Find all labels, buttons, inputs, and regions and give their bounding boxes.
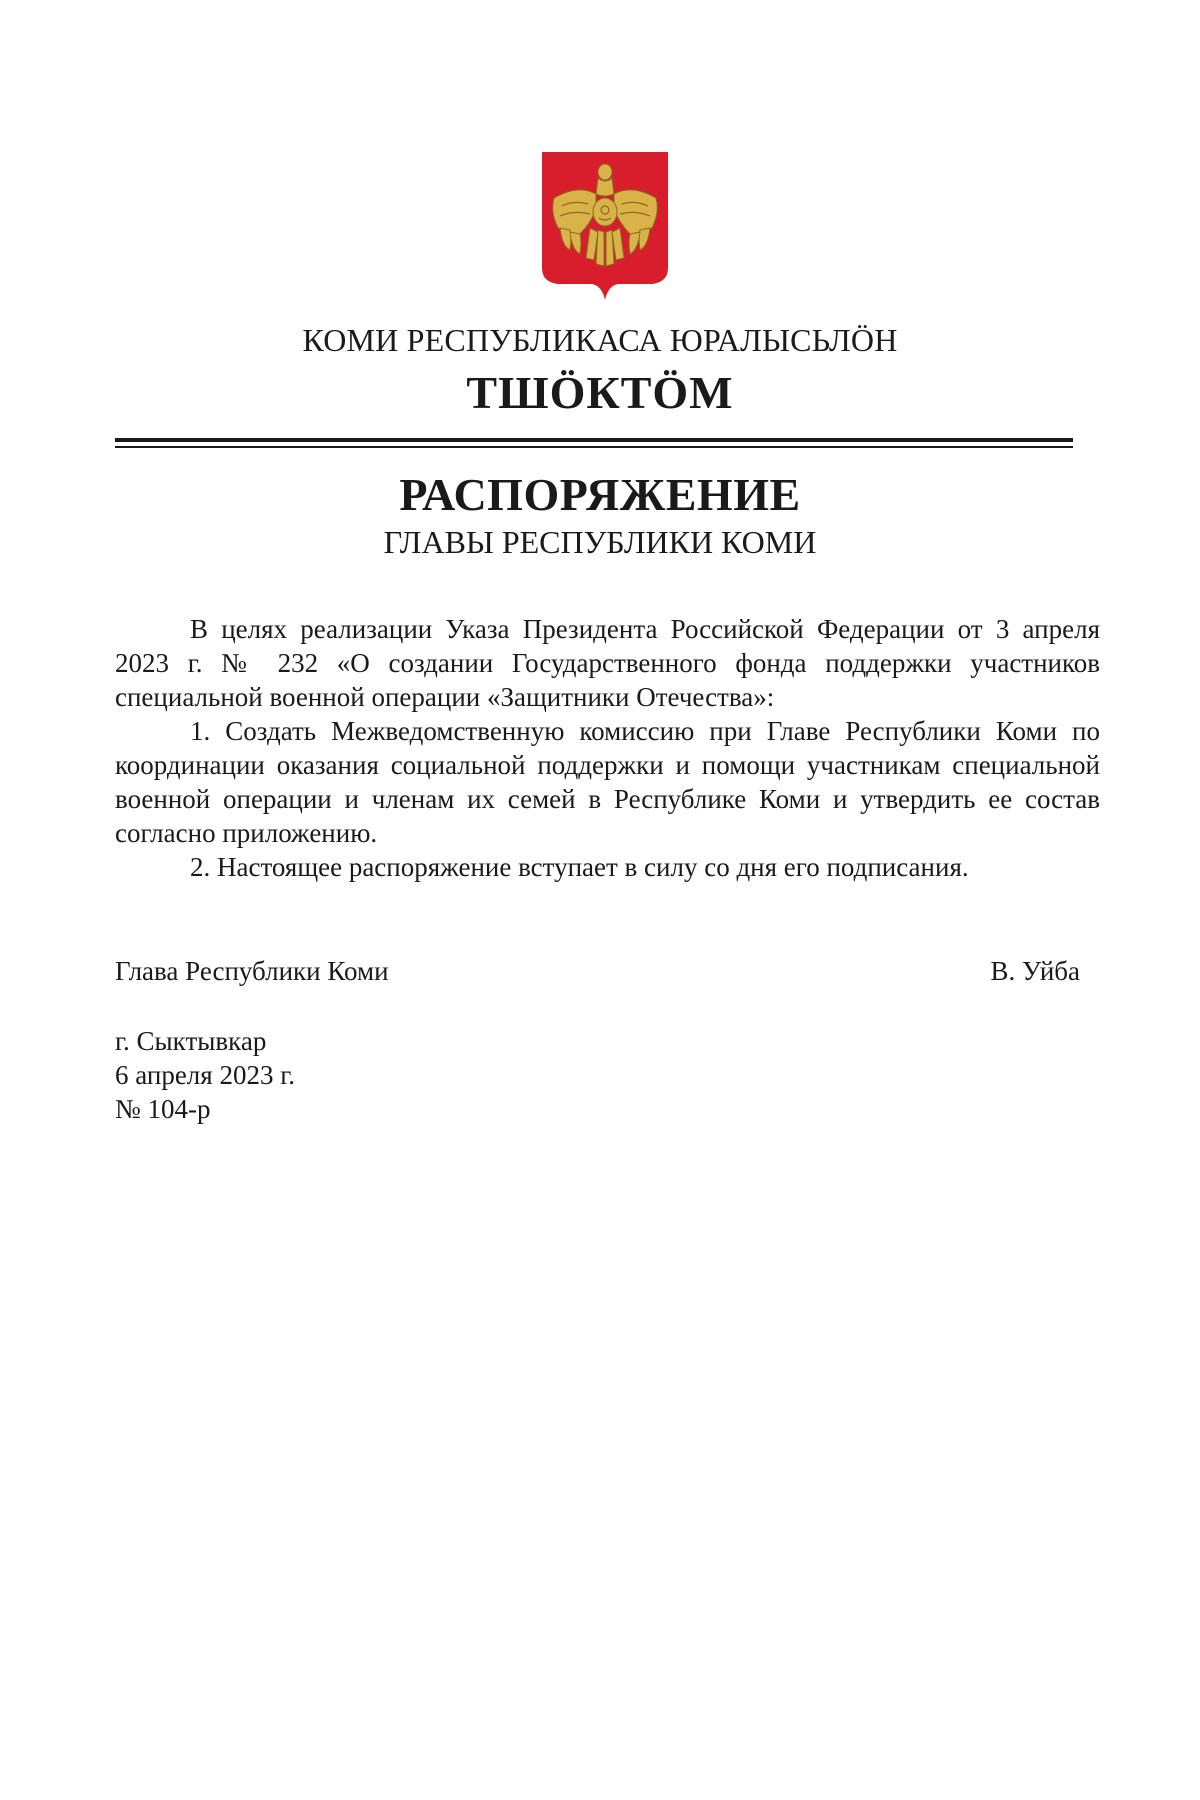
footer-number: № 104-р	[115, 1094, 211, 1124]
body-paragraph-item-2: 2. Настоящее распоряжение вступает в силу со дня его подписания.	[190, 852, 969, 882]
header-divider-thin	[115, 446, 1073, 448]
footer-city: г. Сыктывкар	[115, 1026, 267, 1056]
body-paragraph-item-1: 1. Создать Межведомственную комиссию при Главе Республики Коми по координации оказания социальной поддержки и помощи участникам специальной военной операции и членам их семей в Республике Коми и утвердить ее состав согласно приложению.	[115, 716, 1100, 848]
komi-coat-of-arms-emblem	[540, 150, 670, 305]
document-body	[115, 612, 1100, 884]
body-paragraph-preamble: В целях реализации Указа Президента Российской Федерации от 3 апреля 2023 г. № 232 «О создании Государственного фонда поддержки участников специальной военной операции «Защитники Отечества»:	[115, 614, 1100, 712]
document-type-heading: РАСПОРЯЖЕНИЕ	[399, 469, 801, 520]
footer-date: 6 апреля 2023 г.	[115, 1060, 295, 1090]
document-footer	[115, 1024, 295, 1126]
signatory-position: Глава Республики Коми	[115, 956, 389, 986]
document-issuer-subheading: ГЛАВЫ РЕСПУБЛИКИ КОМИ	[383, 524, 817, 560]
komi-document-title: ТШӦКТӦМ	[466, 367, 734, 418]
signatory-name: В. Уйба	[990, 956, 1080, 986]
header-divider-thick	[115, 438, 1073, 442]
komi-header-line: КОМИ РЕСПУБЛИКАСА ЮРАЛЫСЬЛӦН	[302, 322, 898, 358]
